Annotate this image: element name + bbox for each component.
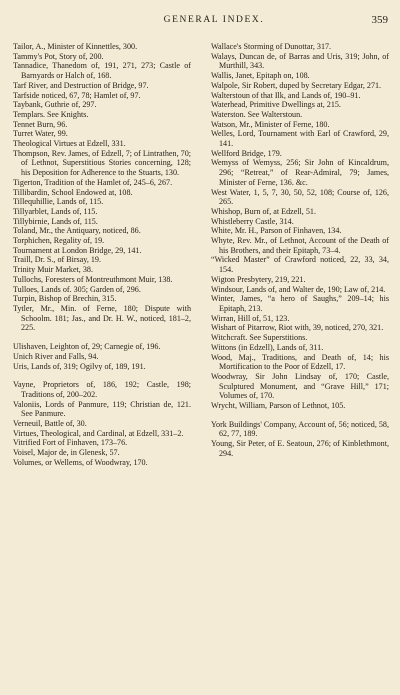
index-entry: Virtues, Theological, and Cardinal, at Edzell, 331–2. [13,428,184,438]
index-entry: Tailor, A., Minister of Kinnettles, 300. [13,42,138,51]
index-entry: Tulloes, Lands of. 305; Garden of, 296. [13,284,141,294]
index-entry: Traill, Dr. S., of Birsay, 19. [13,255,101,265]
index-entry: York Buildings' Company, Account of, 56; noticed, 58, 62, 77, 189. [211,419,389,439]
page-header [40,14,388,30]
index-entry: Watson, Mr., Minister of Ferne, 180. [211,119,330,129]
index-entry: Ulishaven, Leighton of, 29; Carnegie of, 196. [13,342,161,352]
index-entry: West Water, 1, 5, 7, 30, 50, 52, 108; Course of, 126, 265. [211,187,389,207]
index-entry: Wrycht, William, Parson of Lethnot, 105. [211,401,346,411]
index-entry: Young, Sir Peter, of E. Seatoun, 276; of Kinblethmont, 294. [211,439,389,458]
index-entry: Witchcraft. See Superstitions. [211,333,308,343]
index-entry: Walpole, Sir Robert, duped by Secretary Edgar, 271. [211,80,382,90]
index-entry: White, Mr. H., Parson of Finhaven, 134. [211,226,342,236]
index-entry: Templars. See Knights. [13,109,89,119]
index-entry: Wishart of Pitarrow, Riot with, 39, noticed, 270, 321. [211,323,384,333]
index-entry: Wemyss of Wemyss, 256; Sir John of Kincaldrum, 296; “Retreat,” of Rear-Admiral, 79; James, Minister of Ferne, 136. &c. [211,158,389,187]
section-gap [13,371,191,380]
index-entry: Vayne, Proprietors of, 186, 192; Castle, 198; Traditions of, 200–202. [13,380,191,399]
index-entry: Taybank, Guthrie of, 297. [13,100,97,110]
index-entry: Tammy's Pot, Story of, 200. [13,51,104,61]
index-entry: Waterston. See Walterstoun. [211,109,303,119]
index-columns [13,42,389,468]
index-entry: Wirran, Hill of, 51, 123. [211,313,290,323]
index-entry: Turpin, Bishop of Brechin, 315. [13,294,117,304]
index-entry: Walays, Duncan de, of Barras and Uris, 319; John, of Murthill, 343. [211,51,389,71]
index-entry: Whishop, Burn of, at Edzell, 51. [211,206,316,216]
index-entry: “Wicked Master” of Crawford noticed, 22, 33, 34, 154. [211,255,389,275]
index-entry: Tillequhillie, Lands of, 115. [13,197,104,207]
index-entry: Wigton Presbytery, 219, 221. [211,274,306,284]
index-entry: Wittons (in Edzell), Lands of, 311. [211,342,324,352]
section-gap [211,411,389,420]
index-entry: Tytler, Mr., Min. of Ferne, 180; Dispute with Schoolm. 181; Jas., and Dr. H. W., noticed, 181–2, 225. [13,303,191,333]
index-entry: Trinity Muir Market, 38. [13,265,93,275]
index-entry: Tennet Burn, 96. [13,119,68,129]
running-head: GENERAL INDEX. [163,15,265,25]
section-gap [13,333,191,342]
index-entry: Wallace's Storming of Dunottar, 317. [211,42,332,51]
index-entry: Tullochs, Foresters of Montreuthmont Muir, 138. [13,274,173,284]
index-entry: Torphichen, Regality of, 19. [13,236,105,246]
index-entry: Voisel, Major de, in Glenesk, 57. [13,448,120,458]
index-entry: Whyte, Rev. Mr., of Lethnot, Account of the Death of his Brothers, and their Epitaph, 73–4. [211,236,389,255]
index-entry: Unich River and Falls, 94. [13,351,99,361]
index-entry: Theological Virtues at Edzell, 331. [13,139,126,149]
index-entry: Whistleberry Castle, 314. [211,216,294,226]
index-entry: Tillyarblet, Lands of, 115. [13,206,98,216]
index-entry: Windsour, Lands of, and Walter de, 190; Law of, 214. [211,284,386,294]
index-entry: Toland, Mr., the Antiquary, noticed, 86. [13,226,141,236]
index-entry: Volumes, or Wellems, of Woodwray, 170. [13,457,148,467]
index-entry: Tigerton, Tradition of the Hamlet of, 245–6, 267. [13,177,173,187]
index-entry: Winter, James, “a hero of Saughs,” 209–14; his Epitaph, 213. [211,294,389,313]
page-number: 359 [371,14,388,26]
index-entry: Welles, Lord, Tournament with Earl of Crawford, 29, 141. [211,129,389,149]
index-entry: Valoniis, Lords of Panmure, 119; Christian de, 121. See Panmure. [13,399,191,419]
index-entry: Thompson, Rev. James, of Edzell, 7; of Lintrathen, 70; of Lethnot, Superstitious Stories concerning, 128; his Deposition for Adherence to the Stuarts, 130. [13,148,191,178]
index-entry: Tannadice, Thanedom of, 191, 271, 273; Castle of Barnyards or Halch of, 168. [13,61,191,81]
index-entry: Walterstoun of that Ilk, and Lands of, 190–91. [211,90,361,100]
left-column [13,42,191,468]
right-column [211,42,389,468]
index-entry: Tournament at London Bridge, 29, 141. [13,245,142,255]
index-entry: Tillybirnie, Lands of, 115. [13,216,98,226]
index-entry: Wellford Bridge, 179. [211,148,282,158]
index-entry: Woodwray, Sir John Lindsay of, 170; Castle, Sculptured Monument, and “Grave Hill,” 171; Volumes of, 170. [211,371,389,401]
index-entry: Tarfside noticed, 67, 78; Hamlet of, 97. [13,90,141,100]
index-entry: Waterhead, Primitive Dwellings at, 215. [211,100,341,110]
index-entry: Wood, Maj., Traditions, and Death of, 14; his Mortification to the Poor of Edzell, 17. [211,352,389,372]
index-entry: Tillibardin, School Endowed at, 108. [13,187,133,197]
index-entry: Turret Water, 99. [13,129,68,139]
index-entry: Verneuil, Battle of, 30. [13,419,87,429]
index-entry: Vitrified Fort of Finhaven, 173–76. [13,438,128,448]
index-entry: Wallis, Janet, Epitaph on, 108. [211,71,310,81]
index-entry: Uris, Lands of, 319; Ogilvy of, 189, 191. [13,361,146,371]
index-entry: Tarf River, and Destruction of Bridge, 97. [13,80,149,90]
